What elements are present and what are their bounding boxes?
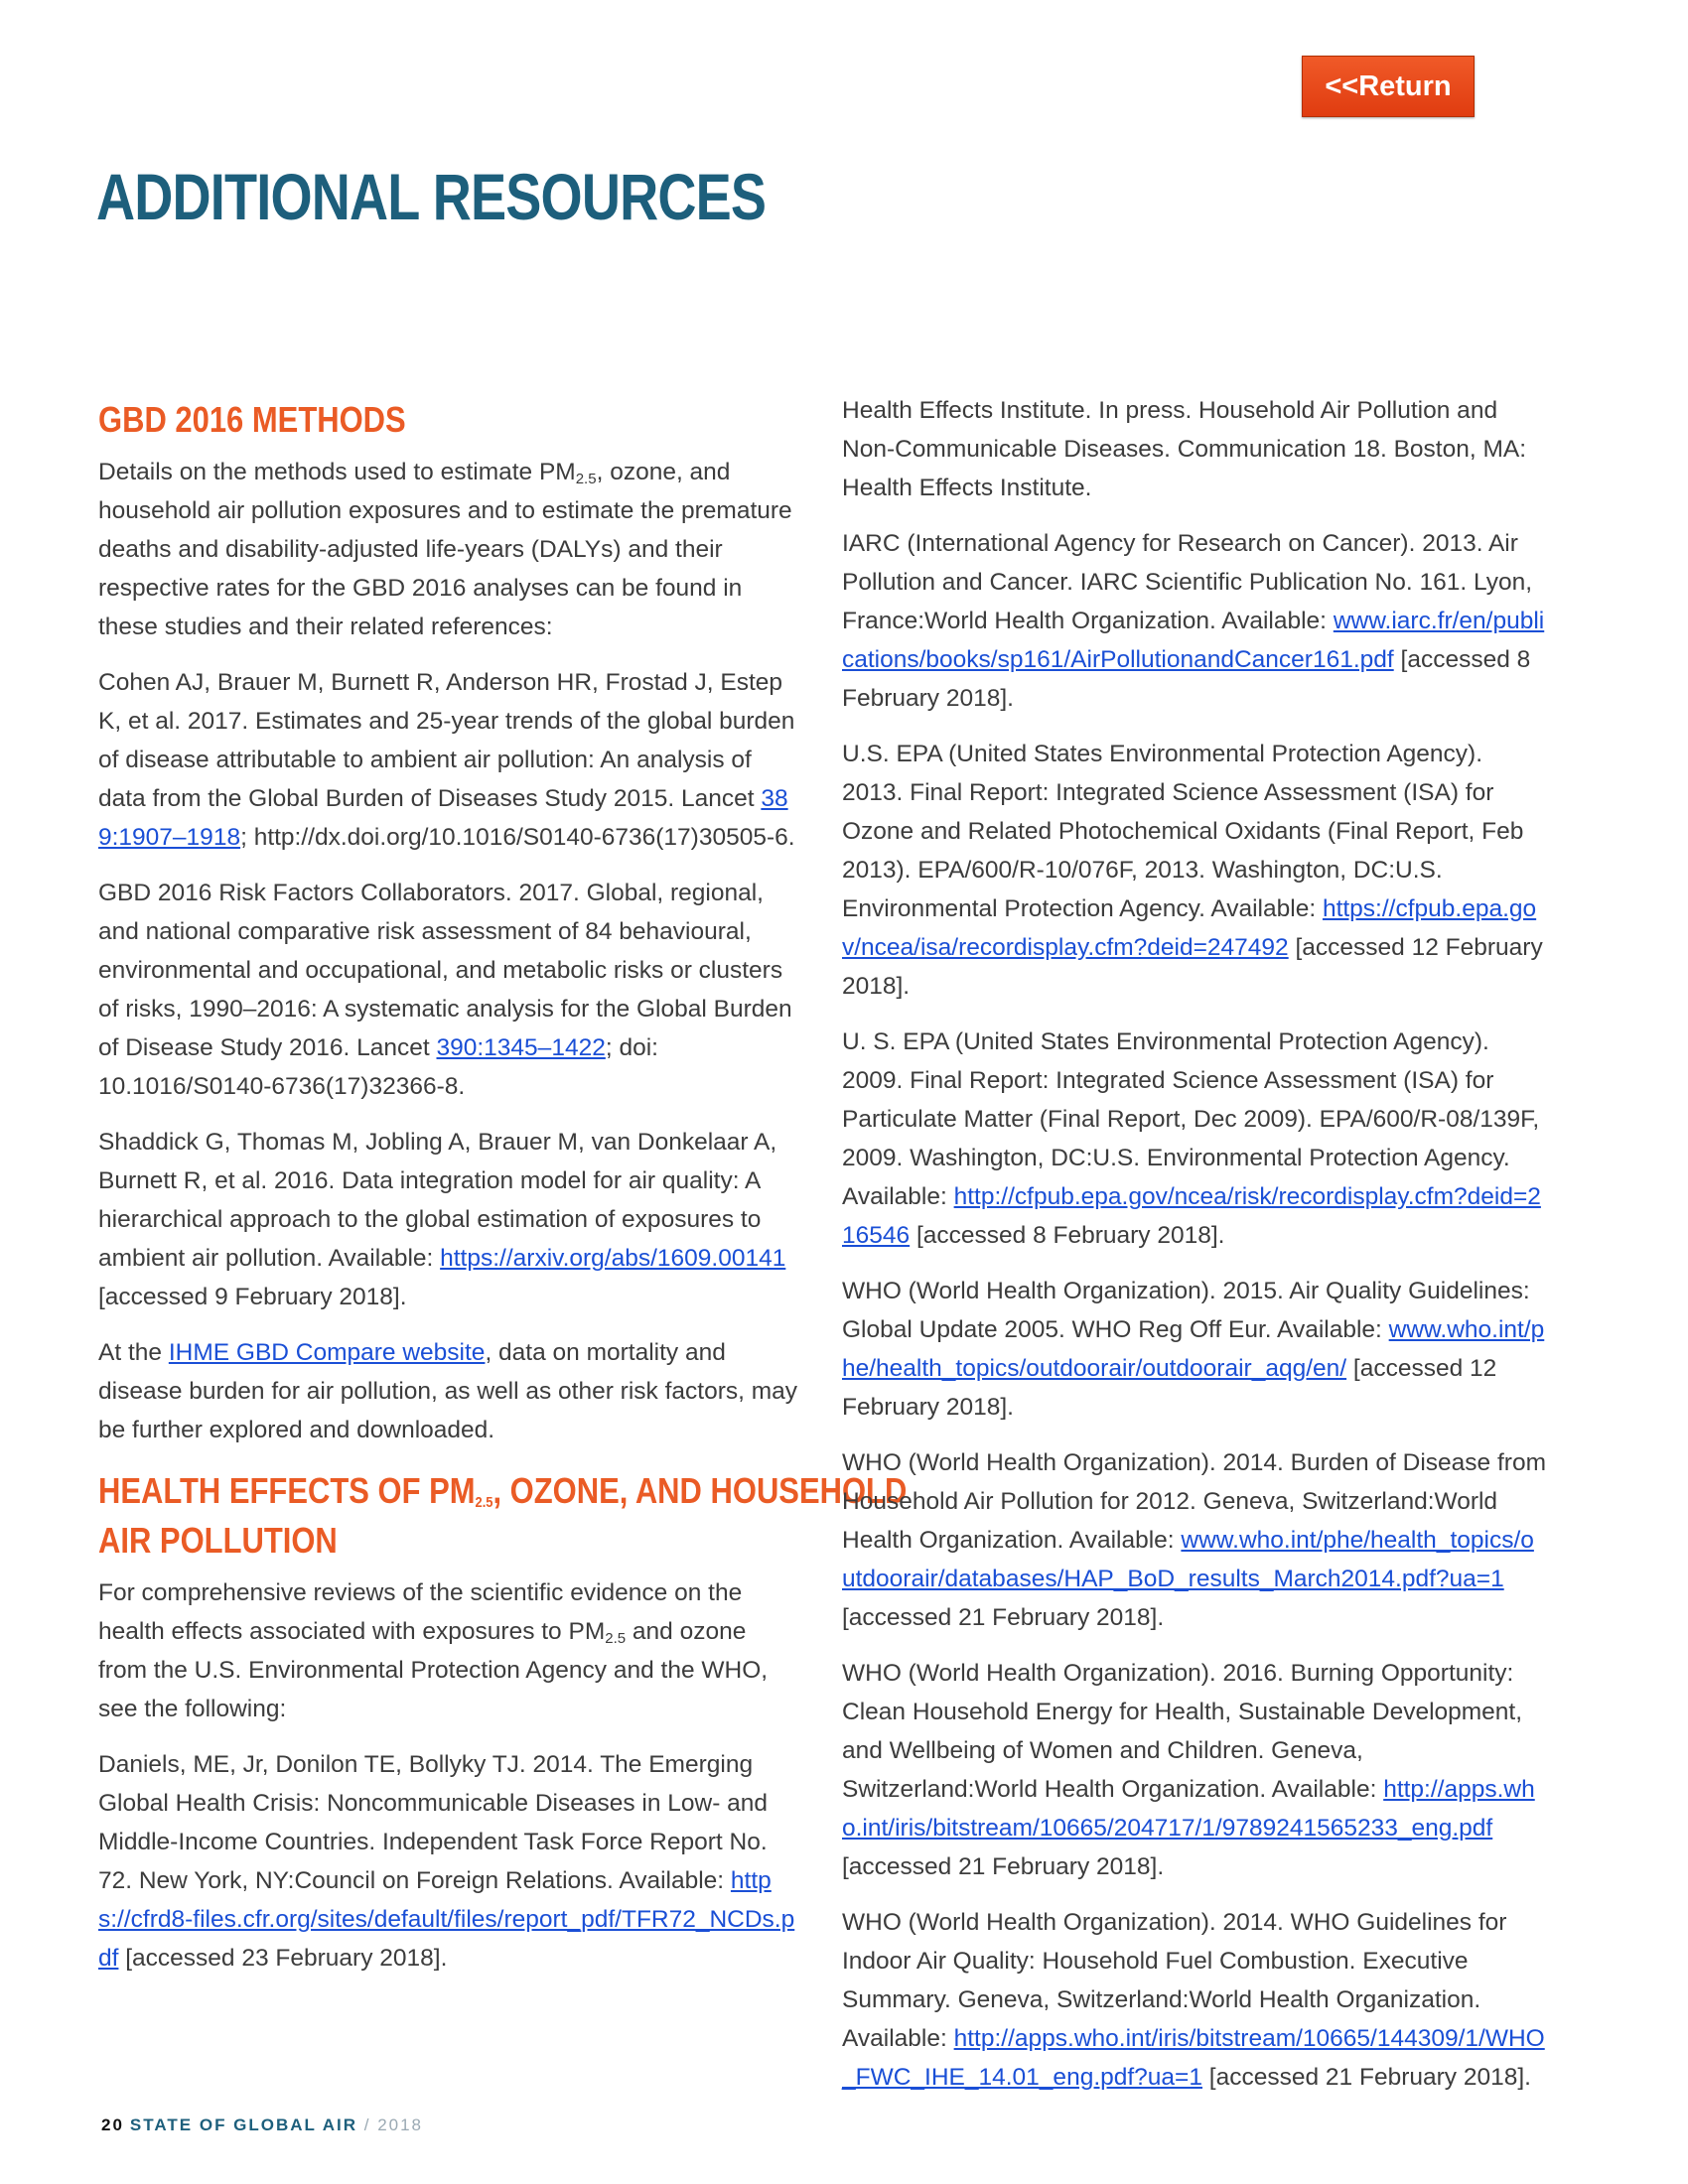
- subscript: 2.5: [605, 1630, 627, 1647]
- health-effects-intro: [98, 1573, 798, 1728]
- publication-name: STATE OF GLOBAL AIR: [129, 2116, 358, 2134]
- heading-text: HEALTH EFFECTS OF PM: [98, 1470, 476, 1511]
- reference-who-2014-burden: [842, 1443, 1547, 1637]
- methods-intro: [98, 453, 798, 646]
- paragraph-text: At the: [98, 1339, 169, 1366]
- who-burning-opportunity-link[interactable]: http://apps.who.int/iris/bitstream/10665/204717/1/9789241565233_eng.pdf: [842, 1776, 1535, 1842]
- ihme-paragraph: [98, 1333, 798, 1449]
- reference-iarc: [842, 524, 1547, 718]
- reference-text-after: [accessed 21 February 2018].: [1202, 2064, 1531, 2091]
- epa-ozone-link[interactable]: https://cfpub.epa.gov/ncea/isa/recordisplay.cfm?deid=247492: [842, 895, 1537, 961]
- reference-text-after: ; http://dx.doi.org/10.1016/S0140-6736(17)30505-6.: [240, 824, 795, 851]
- reference-hei: [842, 391, 1547, 507]
- intro-text: For comprehensive reviews of the scientific evidence on the health effects associated with exposures to PM: [98, 1579, 743, 1645]
- reference-text: Shaddick G, Thomas M, Jobling A, Brauer M, van Donkelaar A, Burnett R, et al. 2016. Data integration model for air quality: A hierarchical approach to the global estimation of exposures to ambient air pollution. Available:: [98, 1129, 777, 1272]
- publication-year: 2018: [377, 2116, 424, 2134]
- arxiv-link[interactable]: https://arxiv.org/abs/1609.00141: [440, 1245, 786, 1272]
- epa-pm-link[interactable]: http://cfpub.epa.gov/ncea/risk/recordisplay.cfm?deid=216546: [842, 1183, 1541, 1249]
- subscript: 2.5: [575, 471, 597, 487]
- reference-text: WHO (World Health Organization). 2016. Burning Opportunity: Clean Household Energy for Health, Sustainable Development, and Wellbeing of Women and Children. Geneva, Switzerland:World Health Organization. Available:: [842, 1660, 1523, 1803]
- reference-text: Daniels, ME, Jr, Donilon TE, Bollyky TJ. 2014. The Emerging Global Health Crisis: Noncommunicable Diseases in Low- and Middle-Income Countries. Independent Task Force Report No. 72. New York, NY:Council on Foreign Relations. Available:: [98, 1751, 769, 1894]
- reference-daniels: [98, 1745, 798, 1978]
- reference-text-after: [accessed 9 February 2018].: [98, 1284, 407, 1310]
- reference-text-after: [accessed 12 February 2018].: [842, 1355, 1497, 1421]
- reference-text-after: [accessed 12 February 2018].: [842, 934, 1543, 1000]
- page-footer: [101, 2116, 423, 2135]
- reference-who-2015: [842, 1272, 1547, 1427]
- reference-text: U. S. EPA (United States Environmental Protection Agency). 2009. Final Report: Integrated Science Assessment (ISA) for Particulate Matter (Final Report, Dec 2009). EPA/600/R-08/139F, 2009. Washington, DC:U.S. Environmental Protection Agency. Available:: [842, 1028, 1540, 1210]
- reference-cohen: [98, 663, 798, 857]
- section-heading-gbd-methods: GBD 2016 METHODS: [98, 399, 406, 440]
- return-button[interactable]: <<Return: [1302, 56, 1475, 117]
- heading-subscript: 2.5: [475, 1494, 493, 1511]
- ihme-gbd-compare-link[interactable]: IHME GBD Compare website: [168, 1339, 486, 1366]
- reference-text-after: [accessed 21 February 2018].: [842, 1853, 1165, 1880]
- who-aqg-link[interactable]: www.who.int/phe/health_topics/outdoorair/outdoorair_aqg/en/: [842, 1316, 1545, 1382]
- who-hap-bod-link[interactable]: www.who.int/phe/health_topics/outdoorair/databases/HAP_BoD_results_March2014.pdf?ua=1: [842, 1527, 1534, 1592]
- heading-text-line2: AIR POLLUTION: [98, 1520, 338, 1561]
- left-column: [98, 395, 908, 1994]
- reference-gbd-collaborators: [98, 874, 798, 1106]
- who-guidelines-link[interactable]: http://apps.who.int/iris/bitstream/10665/144309/1/WHO_FWC_IHE_14.01_eng.pdf?ua=1: [842, 2025, 1545, 2091]
- reference-text: WHO (World Health Organization). 2014. Burden of Disease from Household Air Pollution for 2012. Geneva, Switzerland:World Health Organization. Available:: [842, 1449, 1546, 1554]
- reference-text: U.S. EPA (United States Environmental Protection Agency). 2013. Final Report: Integrated Science Assessment (ISA) for Ozone and Related Photochemical Oxidants (Final Report, Feb 2013). EPA/600/R-10/076F, 2013. Washington, DC:U.S. Environmental Protection Agency. Available:: [842, 741, 1524, 922]
- paragraph-text-after: , data on mortality and disease burden for air pollution, as well as other risk factors, may be further explored and downloaded.: [98, 1339, 798, 1443]
- lancet-link[interactable]: 389:1907–1918: [98, 785, 788, 851]
- intro-text: Details on the methods used to estimate PM: [98, 459, 576, 485]
- heading-text-cont: , OZONE, AND HOUSEHOLD: [492, 1470, 908, 1511]
- reference-epa-2009: [842, 1023, 1547, 1255]
- intro-text-cont: , ozone, and household air pollution exposures and to estimate the premature deaths and disability-adjusted life-years (DALYs) and their respective rates for the GBD 2016 analyses can be found in these studies and their related references:: [98, 459, 792, 640]
- reference-text-after: [accessed 21 February 2018].: [842, 1604, 1165, 1631]
- page-number: 20: [101, 2116, 124, 2134]
- reference-text: IARC (International Agency for Research on Cancer). 2013. Air Pollution and Cancer. IARC Scientific Publication No. 161. Lyon, France:World Health Organization. Available:: [842, 530, 1533, 634]
- page-title: ADDITIONAL RESOURCES: [96, 160, 767, 233]
- reference-text: Health Effects Institute. In press. Household Air Pollution and Non-Communicable Diseases. Communication 18. Boston, MA: Health Effects Institute.: [842, 397, 1527, 501]
- cfr-report-link[interactable]: https://cfrd8-files.cfr.org/sites/default/files/report_pdf/TFR72_NCDs.pdf: [98, 1867, 795, 1972]
- reference-text: Cohen AJ, Brauer M, Burnett R, Anderson HR, Frostad J, Estep K, et al. 2017. Estimates and 25-year trends of the global burden of disease attributable to ambient air pollution: An analysis of data from the Global Burden of Diseases Study 2015. Lancet: [98, 669, 795, 812]
- reference-epa-2013: [842, 735, 1547, 1006]
- reference-text-after: ; doi: 10.1016/S0140-6736(17)32366-8.: [98, 1034, 658, 1100]
- reference-text: WHO (World Health Organization). 2014. WHO Guidelines for Indoor Air Quality: Household Fuel Combustion. Executive Summary. Geneva, Switzerland:World Health Organization. Available:: [842, 1909, 1507, 2052]
- iarc-link[interactable]: www.iarc.fr/en/publications/books/sp161/AirPollutionandCancer161.pdf: [842, 608, 1545, 673]
- intro-text-cont: and ozone from the U.S. Environmental Protection Agency and the WHO, see the following:: [98, 1618, 769, 1722]
- reference-shaddick: [98, 1123, 798, 1316]
- reference-who-2014-guidelines: [842, 1903, 1547, 2097]
- lancet-link[interactable]: 390:1345–1422: [436, 1034, 606, 1061]
- reference-who-2016: [842, 1654, 1547, 1886]
- reference-text: GBD 2016 Risk Factors Collaborators. 2017. Global, regional, and national comparative risk assessment of 84 behavioural, environmental and occupational, and metabolic risks or clusters of risks, 1990–2016: A systematic analysis for the Global Burden of Disease Study 2016. Lancet: [98, 880, 792, 1061]
- footer-separator: /: [357, 2116, 378, 2134]
- reference-text-after: [accessed 8 February 2018].: [842, 646, 1531, 712]
- reference-text: WHO (World Health Organization). 2015. Air Quality Guidelines: Global Update 2005. WHO Reg Off Eur. Available:: [842, 1278, 1530, 1343]
- reference-text-after: [accessed 23 February 2018].: [118, 1945, 448, 1972]
- reference-text-after: [accessed 8 February 2018].: [910, 1222, 1225, 1249]
- right-column: [842, 391, 1547, 2114]
- section-heading-health-effects: [98, 1466, 908, 1566]
